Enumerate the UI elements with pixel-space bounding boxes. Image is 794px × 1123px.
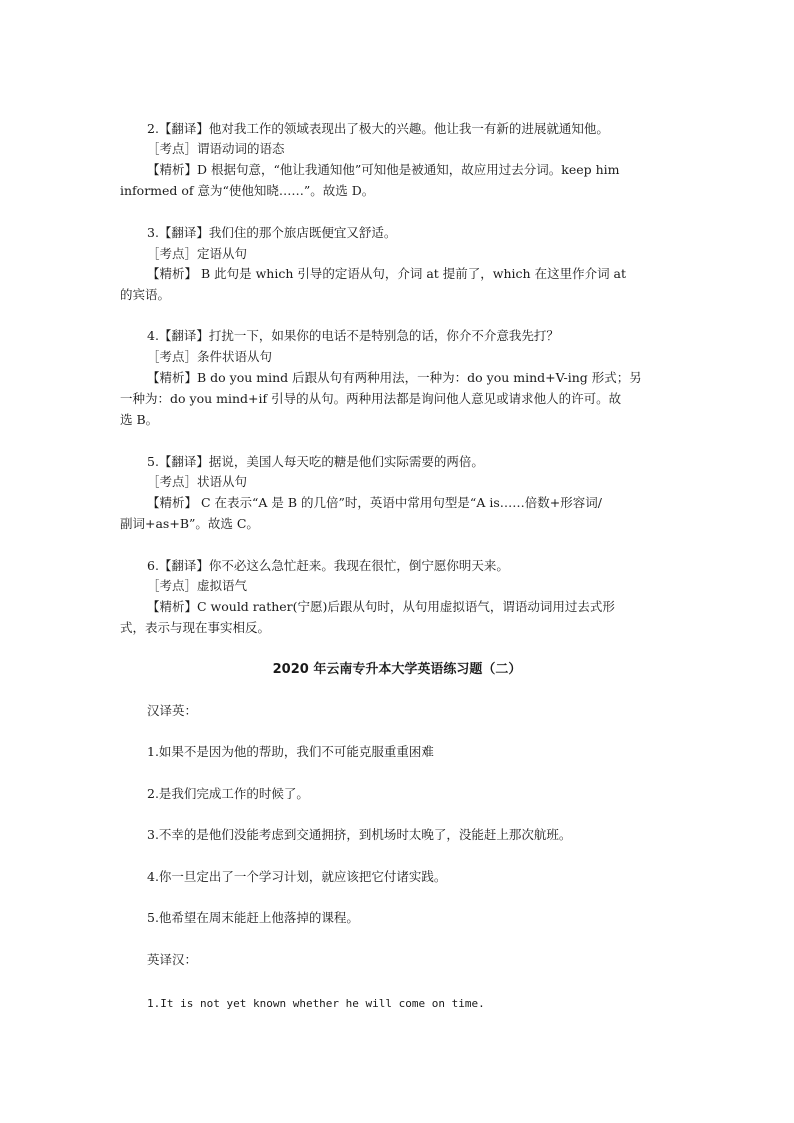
question-2-analysis-line-2: informed of 意为“使他知晓……”。故选 D。	[120, 183, 375, 198]
question-5-analysis-line-2: 副词+as+B”。故选 C。	[120, 516, 259, 531]
c2e-item-2: 2.是我们完成工作的时候了。	[147, 786, 309, 801]
question-2-translation: 2.【翻译】他对我工作的领域表现出了极大的兴趣。他让我一有新的进展就通知他。	[147, 121, 609, 136]
question-3-analysis-line-2: 的宾语。	[120, 287, 171, 302]
question-6-point: ［考点］虚拟语气	[147, 578, 248, 593]
question-4-analysis-line-1: 【精析】B do you mind 后跟从句有两种用法，一种为：do you mind+V-ing 形式；另	[147, 370, 642, 385]
question-5-translation: 5.【翻译】据说，美国人每天吃的糖是他们实际需要的两倍。	[147, 454, 484, 469]
c2e-item-4: 4.你一旦定出了一个学习计划，就应该把它付诸实践。	[147, 869, 447, 884]
question-3-analysis-line-1: 【精析】 B 此句是 which 引导的定语从句，介词 at 提前了，which 在这里作介词 at	[147, 266, 627, 281]
question-6-analysis-line-1: 【精析】C would rather(宁愿)后跟从句时，从句用虚拟语气，谓语动词用过去式形	[147, 599, 615, 614]
question-6-analysis-line-2: 式，表示与现在事实相反。	[120, 620, 271, 635]
section-title: 2020 年云南专升本大学英语练习题（二）	[272, 662, 522, 677]
e2c-heading: 英译汉：	[147, 952, 198, 967]
question-5-point: ［考点］状语从句	[147, 474, 248, 489]
c2e-heading: 汉译英：	[147, 703, 198, 718]
question-4-analysis-line-2: 一种为：do you mind+if 引导的从句。两种用法都是询问他人意见或请求他人的许可。故	[120, 391, 622, 406]
c2e-item-1: 1.如果不是因为他的帮助，我们不可能克服重重困难	[147, 744, 434, 759]
question-3-translation: 3.【翻译】我们住的那个旅店既便宜又舒适。	[147, 225, 397, 240]
e2c-item-1: 1.It is not yet known whether he will come on time.	[147, 997, 485, 1010]
question-2-analysis-line-1: 【精析】D 根据句意，“他让我通知他”可知他是被通知，故应用过去分词。keep him	[147, 162, 620, 177]
question-2-point: ［考点］谓语动词的语态	[147, 141, 285, 156]
question-4-point: ［考点］条件状语从句	[147, 349, 273, 364]
question-3-point: ［考点］定语从句	[147, 246, 248, 261]
question-4-translation: 4.【翻译】打扰一下，如果你的电话不是特别急的话，你介不介意我先打？	[147, 328, 559, 343]
question-6-translation: 6.【翻译】你不必这么急忙赶来。我现在很忙，倒宁愿你明天来。	[147, 558, 509, 573]
question-4-analysis-line-3: 选 B。	[120, 412, 159, 427]
c2e-item-5: 5.他希望在周末能赶上他落掉的课程。	[147, 910, 359, 925]
question-5-analysis-line-1: 【精析】 C 在表示“A 是 B 的几倍”时，英语中常用句型是“A is……倍数+形容词/	[147, 495, 602, 510]
c2e-item-3: 3.不幸的是他们没能考虑到交通拥挤，到机场时太晚了，没能赶上那次航班。	[147, 827, 572, 842]
